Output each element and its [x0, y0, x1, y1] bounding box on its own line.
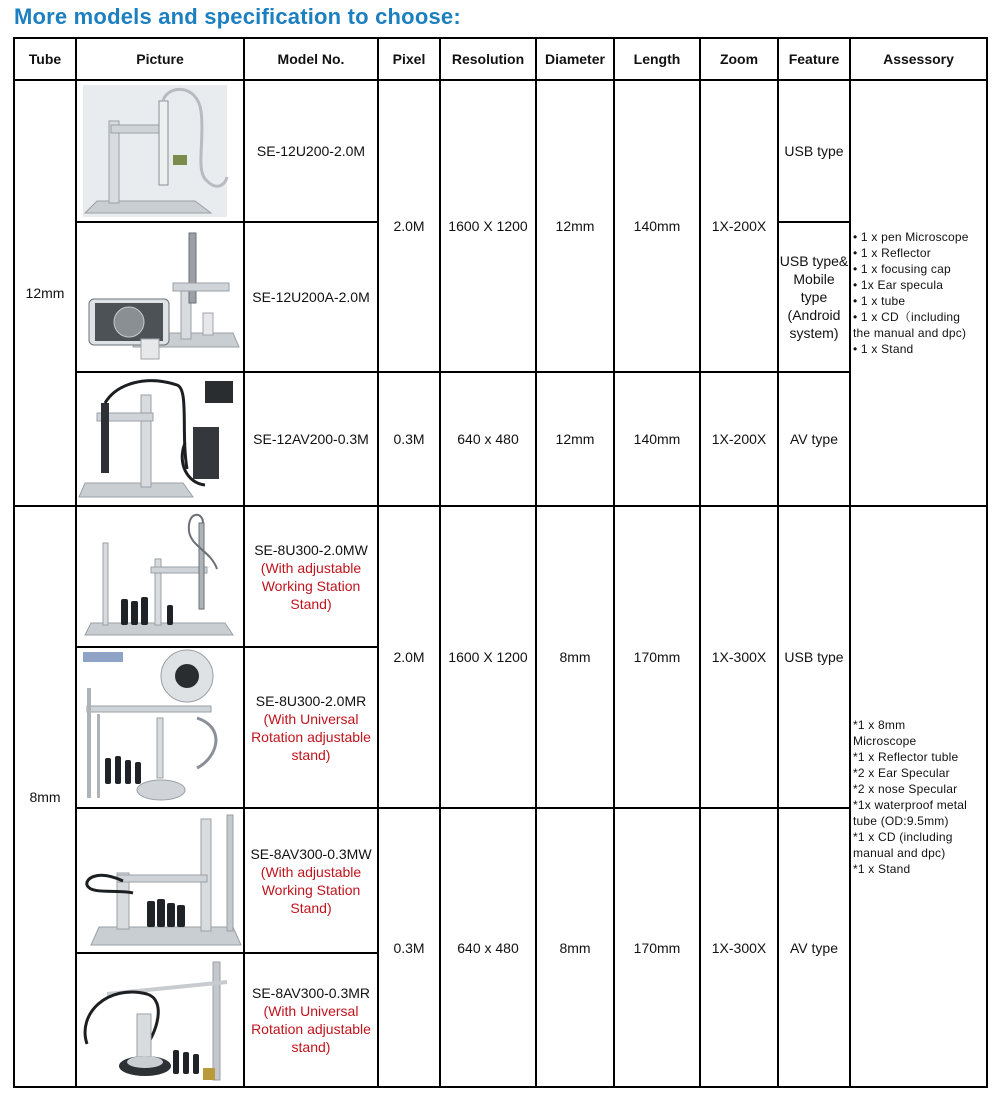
model-number: SE-12AV200-0.3M: [253, 431, 369, 447]
model-note: (With Universal Rotation adjustable stand): [251, 1003, 371, 1055]
tube-8mm: 8mm: [14, 506, 76, 1087]
accessory-item: manual and dpc): [853, 845, 946, 860]
resolution-cell: 1600 X 1200: [440, 80, 536, 372]
accessory-item: • 1 x Reflector: [853, 246, 931, 260]
header-diameter: Diameter: [536, 38, 614, 80]
accessory-item: • 1 x pen Microscope: [853, 230, 969, 244]
accessory-item: *1 x Reflector tuble: [853, 749, 959, 764]
microscope-av-working-station-photo: [76, 808, 244, 953]
model-cell: [244, 372, 378, 506]
model-cell: [244, 80, 378, 222]
resolution-cell: 1600 X 1200: [440, 506, 536, 808]
model-number: SE-12U200-2.0M: [256, 143, 366, 159]
header-feature: Feature: [778, 38, 850, 80]
microscope-stand-usb-photo: [76, 80, 244, 222]
accessory-item: *1 x 8mm: [853, 717, 906, 732]
microscope-mobile-photo: [76, 222, 244, 372]
diameter-cell: 12mm: [536, 80, 614, 372]
model-note: (With adjustable Working Station Stand): [260, 863, 362, 916]
feature-cell: USB type: [778, 80, 850, 222]
zoom-cell: 1X-300X: [700, 808, 778, 1087]
accessory-item: • 1 x focusing cap: [853, 262, 951, 276]
model-note: (With Universal Rotation adjustable stand): [251, 710, 371, 763]
header-length: Length: [614, 38, 700, 80]
resolution-cell: 640 x 480: [440, 372, 536, 506]
model-cell: [244, 506, 378, 647]
accessory-list-12mm: [850, 80, 987, 506]
accessory-item: • 1x Ear specula: [853, 278, 944, 292]
spec-table: [13, 37, 988, 1088]
header-resolution: Resolution: [440, 38, 536, 80]
model-number: SE-8U300-2.0MW: [254, 541, 368, 558]
accessory-item: *1x waterproof metal: [853, 797, 968, 812]
zoom-cell: 1X-300X: [700, 506, 778, 808]
header-picture: Picture: [76, 38, 244, 80]
header-zoom: Zoom: [700, 38, 778, 80]
model-number: SE-8AV300-0.3MW: [250, 845, 372, 862]
length-cell: 170mm: [614, 506, 700, 808]
accessory-item: • 1 x Stand: [853, 342, 914, 356]
model-number: SE-12U200A-2.0M: [252, 289, 370, 305]
zoom-cell: 1X-200X: [700, 80, 778, 372]
accessory-item: the manual and dpc): [853, 326, 967, 340]
microscope-av-photo: [76, 372, 244, 506]
accessory-item: • 1 x CD（including: [853, 310, 961, 324]
feature-cell: AV type: [778, 372, 850, 506]
accessory-item: *2 x nose Specular: [853, 781, 958, 796]
table-row: [14, 80, 987, 222]
accessory-item: *1 x CD (including: [853, 829, 953, 844]
model-number: SE-8AV300-0.3MR: [251, 985, 370, 1001]
length-cell: 170mm: [614, 808, 700, 1087]
accessory-list-8mm: [850, 506, 987, 1087]
feature-cell: AV type: [778, 808, 850, 1087]
pixel-cell: 0.3M: [378, 372, 440, 506]
page-title: More models and specification to choose:: [14, 4, 461, 29]
pixel-cell: 2.0M: [378, 506, 440, 808]
tube-12mm: 12mm: [14, 80, 76, 506]
model-cell: [244, 808, 378, 953]
table-row: [14, 372, 987, 506]
accessory-item: Microscope: [853, 733, 917, 748]
table-row: [14, 808, 987, 953]
header-accessory: Assessory: [850, 38, 987, 80]
microscope-rotation-stand-photo: [76, 647, 244, 808]
accessory-item: tube (OD:9.5mm): [853, 813, 949, 828]
pixel-cell: 0.3M: [378, 808, 440, 1087]
accessory-item: • 1 x tube: [853, 294, 906, 308]
microscope-av-rotation-stand-photo: [76, 953, 244, 1087]
diameter-cell: 8mm: [536, 506, 614, 808]
header-tube: Tube: [14, 38, 76, 80]
pixel-cell: 2.0M: [378, 80, 440, 372]
microscope-working-station-photo: [76, 506, 244, 647]
accessory-item: *1 x Stand: [853, 861, 911, 876]
accessory-item: *2 x Ear Specular: [853, 765, 950, 780]
length-cell: 140mm: [614, 80, 700, 372]
zoom-cell: 1X-200X: [700, 372, 778, 506]
model-cell: [244, 953, 378, 1087]
diameter-cell: 12mm: [536, 372, 614, 506]
table-row: [14, 506, 987, 647]
model-number: SE-8U300-2.0MR: [255, 692, 367, 709]
model-cell: [244, 647, 378, 808]
resolution-cell: 640 x 480: [440, 808, 536, 1087]
feature-cell: USB type: [778, 506, 850, 808]
feature-cell: USB type& Mobile type (Android system): [778, 222, 850, 372]
model-cell: [244, 222, 378, 372]
header-model: Model No.: [244, 38, 378, 80]
header-row: [14, 38, 987, 80]
length-cell: 140mm: [614, 372, 700, 506]
header-pixel: Pixel: [378, 38, 440, 80]
diameter-cell: 8mm: [536, 808, 614, 1087]
model-note: (With adjustable Working Station Stand): [260, 559, 362, 612]
